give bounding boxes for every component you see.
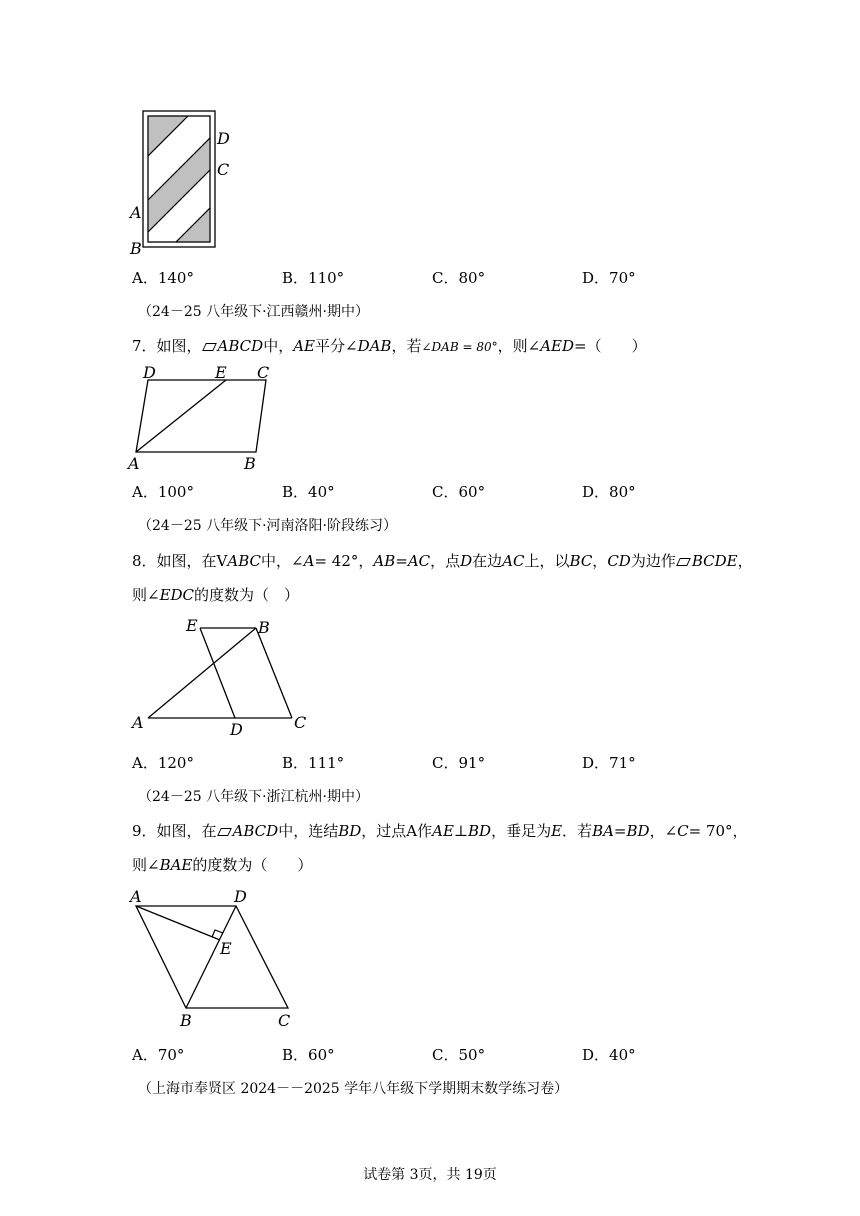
label-C: C [294, 713, 307, 732]
parallelogram-symbol [676, 558, 691, 566]
label-C: C [257, 363, 270, 382]
q9-stem-line1: 9．如图，在 ABCD中，连结BD，过点A作AE⊥BD，垂足为E．若BA=BD，∠C= 70°， [132, 822, 748, 840]
parallelogram-symbol [217, 828, 232, 836]
label-E: E [186, 616, 198, 635]
q7-option-a[interactable]: A．100° [132, 483, 194, 501]
label-B: B [244, 454, 256, 473]
label-B: B [180, 1011, 192, 1030]
q8-source: （24－25 八年级下·浙江杭州·期中） [138, 789, 369, 805]
parallelogram-symbol [202, 343, 217, 351]
q8-option-b[interactable]: B．111° [282, 754, 345, 772]
q9-stem-line2: 则∠BAE的度数为（ ） [132, 856, 313, 874]
q6-option-b[interactable]: B．110° [282, 269, 345, 287]
q7-option-b[interactable]: B．40° [282, 483, 335, 501]
label-A: A [130, 203, 142, 222]
label-D: D [234, 887, 247, 906]
label-C: C [278, 1011, 291, 1030]
q7-option-c[interactable]: C．60° [432, 483, 486, 501]
q9-option-c[interactable]: C．50° [432, 1046, 486, 1064]
q9-option-b[interactable]: B．60° [282, 1046, 335, 1064]
q7-source: （24－25 八年级下·河南洛阳·阶段练习） [138, 518, 397, 534]
label-D: D [143, 363, 156, 382]
label-B: B [130, 239, 142, 256]
label-C: C [217, 160, 230, 179]
q8-stem-line2: 则∠EDC的度数为（ ） [132, 586, 300, 604]
q8-stem-line1: 8．如图，在VABC中，∠A= 42°，AB=AC，点D在边AC上，以BC，CD为边作 BCDE， [132, 552, 753, 570]
striped-rectangle-figure [126, 108, 236, 256]
q6-option-a[interactable]: A．140° [132, 269, 194, 287]
q8-option-c[interactable]: C．91° [432, 754, 486, 772]
label-A: A [132, 713, 144, 732]
label-D: D [217, 129, 230, 148]
q7-option-d[interactable]: D．80° [582, 483, 636, 501]
q8-option-a[interactable]: A．120° [132, 754, 194, 772]
q6-option-c[interactable]: C．80° [432, 269, 486, 287]
label-E: E [220, 939, 232, 958]
label-A: A [128, 454, 140, 473]
label-D: D [230, 720, 243, 739]
q6-source: （24－25 八年级下·江西赣州·期中） [138, 304, 369, 320]
q9-source: （上海市奉贤区 2024－－2025 学年八年级下学期期末数学练习卷） [138, 1081, 569, 1097]
label-A: A [130, 887, 142, 906]
q9-option-a[interactable]: A．70° [132, 1046, 185, 1064]
q7-parallelogram-figure [126, 362, 286, 474]
page-footer: 试卷第 3页，共 19页 [363, 1167, 497, 1183]
q6-option-d[interactable]: D．70° [582, 269, 636, 287]
q7-stem: 7．如图， ABCD中，AE平分∠DAB，若∠DAB = 80°，则∠AED=（ ） [132, 337, 647, 355]
q8-triangle-parallelogram-figure [126, 614, 316, 740]
q8-option-d[interactable]: D．71° [582, 754, 636, 772]
label-B: B [258, 618, 270, 637]
q9-option-d[interactable]: D．40° [582, 1046, 636, 1064]
label-E: E [215, 363, 227, 382]
q9-parallelogram-figure [126, 884, 306, 1032]
